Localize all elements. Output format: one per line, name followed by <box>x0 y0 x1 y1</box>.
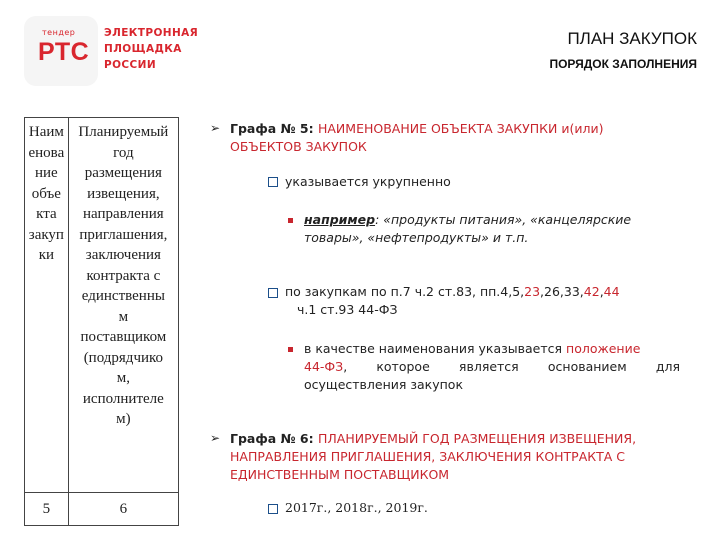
logo-rts-text: РТС <box>38 38 90 66</box>
columns-table <box>24 117 179 526</box>
square-bullet-icon <box>268 288 278 298</box>
table-header-col5 <box>25 118 69 493</box>
table-header-line: поставщиком <box>80 329 167 345</box>
table-header-line: ние <box>35 165 58 181</box>
table-header-line: размещения <box>84 165 162 181</box>
table-col-number-5: 5 <box>25 493 69 526</box>
graph5-subitem-line-2 <box>304 358 680 376</box>
square-bullet-icon <box>268 504 278 514</box>
graph6-heading <box>230 430 690 484</box>
graph5-item1: указывается укрупненно <box>285 174 451 189</box>
graph5-subitem-line-1 <box>304 340 680 358</box>
graph5-item2 <box>285 283 685 319</box>
page-title: ПЛАН ЗАКУПОК <box>567 29 697 48</box>
graph5-heading <box>230 120 690 156</box>
graph6-title-2: НАПРАВЛЕНИЯ ПРИГЛАШЕНИЯ, ЗАКЛЮЧЕНИЯ КОНТРАКТА С <box>230 449 626 464</box>
arrow-bullet-icon: ➢ <box>210 431 221 445</box>
table-header-line: м) <box>116 411 131 427</box>
logo-line-2: ПЛОЩАДКА <box>104 43 182 55</box>
table-header-line: единственны <box>81 288 165 304</box>
graph6-heading-line-1 <box>230 430 690 448</box>
graph5-subitem-text: в качестве наименования указывается <box>304 341 567 356</box>
graph5-subitem <box>304 340 680 394</box>
table-header-line: направления <box>83 206 164 222</box>
graph5-example <box>304 211 684 247</box>
logo <box>24 16 199 90</box>
graph5-prefix: Графа № 5: <box>230 121 318 136</box>
graph5-subitem-line-3: осуществления закупок <box>304 377 463 392</box>
table-header-line: закуп <box>28 226 64 243</box>
graph5-item2-red: 44 <box>603 284 620 299</box>
graph5-example-text-2: товары», «нефтепродукты» и т.п. <box>304 230 529 245</box>
logo-tender-text: тендер <box>42 28 76 37</box>
logo-caption <box>104 25 198 73</box>
graph5-example-line-1 <box>304 211 684 229</box>
graph6-title-3: ЕДИНСТВЕННЫМ ПОСТАВЩИКОМ <box>230 467 450 482</box>
logo-badge <box>24 16 98 86</box>
graph5-example-text-1: : «продукты питания», «канцелярские <box>375 212 632 227</box>
table-header-line: кта <box>36 206 57 222</box>
table-col-number-6: 6 <box>68 493 178 526</box>
table-header-line: исполнителе <box>82 390 164 407</box>
table-header-line: контракта с <box>86 267 161 284</box>
square-bullet-icon <box>268 177 278 187</box>
graph6-title-1: ПЛАНИРУЕМЫЙ ГОД РАЗМЕЩЕНИЯ ИЗВЕЩЕНИЯ, <box>317 431 637 446</box>
graph5-title-2: ОБЪЕКТОВ ЗАКУПОК <box>230 139 367 154</box>
table-header-line: извещения, <box>87 185 160 202</box>
table-header-line: объе <box>31 185 61 202</box>
graph5-item2-text: , <box>599 284 604 299</box>
graph5-item2-text: ,26,33, <box>540 284 584 299</box>
arrow-bullet-icon: ➢ <box>210 121 221 135</box>
graph5-item2-red: 42 <box>583 284 600 299</box>
graph5-subitem-red: 44-ФЗ <box>304 359 344 374</box>
graph5-heading-line-1 <box>230 120 690 138</box>
graph5-subitem-text: , которое является основанием для <box>343 359 680 374</box>
logo-line-3: РОССИИ <box>104 59 157 71</box>
table-header-line: м <box>118 308 129 325</box>
table-header-col6 <box>68 118 178 493</box>
square-dot-icon <box>288 347 293 352</box>
graph5-item2-line-2: ч.1 ст.93 44-ФЗ <box>297 302 398 317</box>
table-header-line: енова <box>28 144 65 161</box>
graph5-item2-text: по закупкам по п.7 ч.2 ст.83, пп.4,5, <box>285 284 525 299</box>
graph5-example-label: например <box>304 212 376 227</box>
table-header-line: ки <box>38 247 55 263</box>
graph5-title-1: НАИМЕНОВАНИЕ ОБЪЕКТА ЗАКУПКИ и(или) <box>317 121 604 136</box>
graph6-prefix: Графа № 6: <box>230 431 318 446</box>
table-header-line: Наим <box>28 124 64 140</box>
graph6-years: 2017г., 2018г., 2019г. <box>285 500 428 515</box>
graph5-subitem-red: положение <box>566 341 641 356</box>
table-header-line: Планируемый <box>78 124 169 140</box>
table-number-row <box>25 493 179 526</box>
table-header-line: приглашения, <box>79 226 168 243</box>
graph5-item2-line-1 <box>285 283 685 301</box>
table-header-line: (подрядчико <box>83 349 164 366</box>
table-header-line: м, <box>116 370 130 386</box>
table-header-line: заключения <box>85 247 161 263</box>
logo-line-1: ЭЛЕКТРОННАЯ <box>104 27 199 39</box>
table-header-line: год <box>113 144 134 161</box>
square-dot-icon <box>288 218 293 223</box>
graph5-item2-red: 23 <box>524 284 541 299</box>
table-header-row <box>25 118 179 493</box>
page-subtitle: ПОРЯДОК ЗАПОЛНЕНИЯ <box>549 57 697 71</box>
